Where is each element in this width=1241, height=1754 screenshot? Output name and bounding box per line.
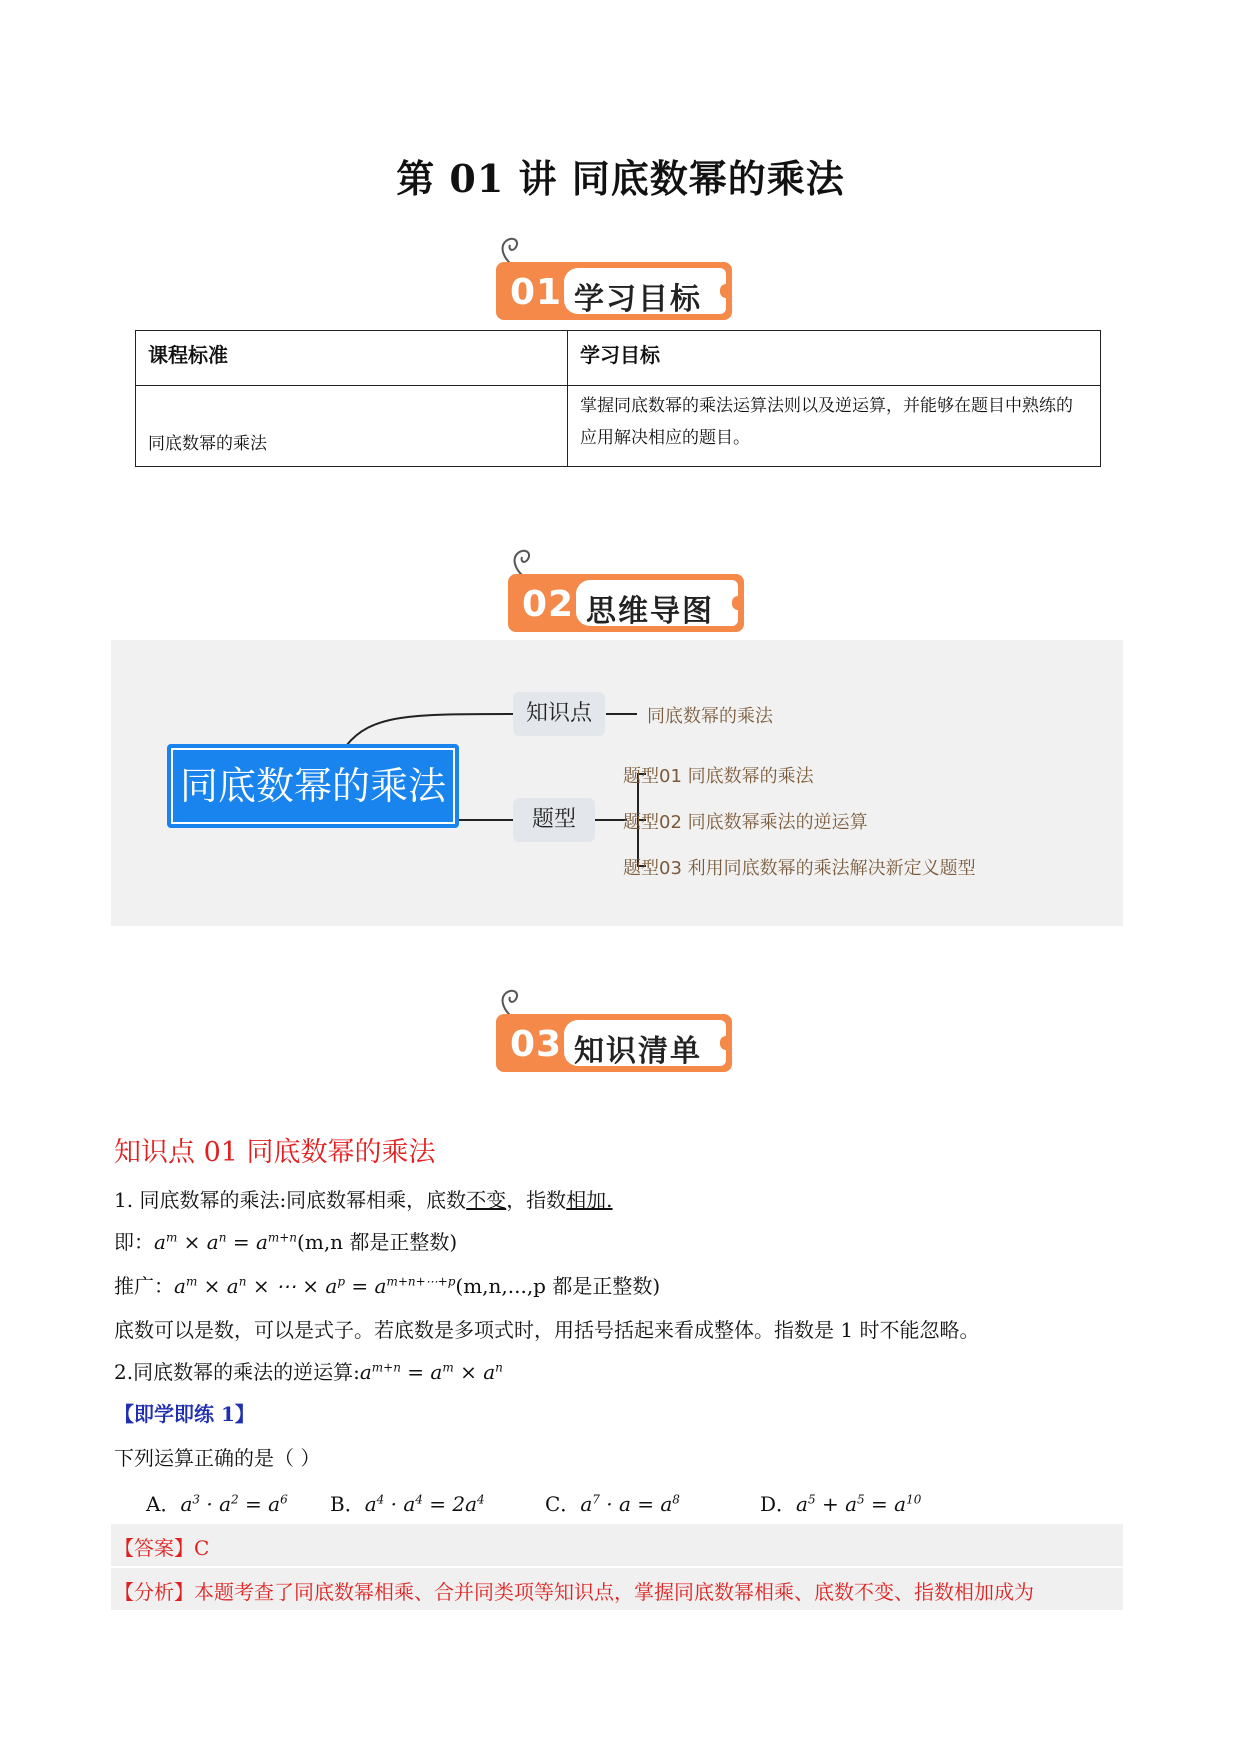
table-header: 学习目标 (568, 331, 1101, 386)
analysis-text: 【分析】本题考查了同底数幂相乘、合并同类项等知识点，掌握同底数幂相乘、底数不变、指数相加成为 (114, 1580, 1034, 1604)
page-title: 第 01 讲 同底数幂的乘法 (396, 156, 845, 201)
formula: $a^m \times a^n = a^{m+n}$ (154, 1230, 298, 1254)
section-badge-01 (496, 250, 746, 320)
table-cell: 掌握同底数幂的乘法运算法则以及逆运算，并能够在题目中熟练的应用解决相应的题目。 (568, 386, 1101, 467)
generalization-line: 推广：$a^m \times a^n$ × ⋯ × $a^p = a^{m+n+\cdots+p}(m,n,...,p$ 都是正整数) (114, 1274, 661, 1298)
section-label: 学习目标 (574, 282, 702, 317)
mind-map-node: 知识点 (513, 692, 605, 736)
mind-map-root: 同底数幂的乘法 (167, 744, 459, 828)
answer-text: 【答案】C (114, 1536, 210, 1560)
section-label: 思维导图 (586, 594, 714, 629)
mind-map-leaf: 题型03 利用同底数幂的乘法解决新定义题型 (623, 858, 976, 879)
section-number: 03 (510, 1024, 563, 1065)
mind-map-leaf: 同底数幂的乘法 (647, 706, 773, 727)
section-number: 02 (522, 584, 575, 625)
option-d: D．$a^5 + a^5 = a^{10}$ (760, 1492, 922, 1516)
mind-map-node: 题型 (513, 798, 595, 842)
section-badge-03 (496, 1002, 746, 1072)
mind-map-leaf: 题型02 同底数幂乘法的逆运算 (623, 812, 868, 833)
formula-line: 即：$a^m \times a^n = a^{m+n}(m,n$ 都是正整数) (114, 1230, 458, 1254)
formula: $a^m \times a^n$ × ⋯ × $a^p = a^{m+n+\cdots+p}$ (174, 1274, 456, 1298)
option-b: B．$a^4 \cdot a^4 = 2a^4$ (330, 1492, 485, 1516)
option-a: A．$a^3 \cdot a^2 = a^6$ (146, 1492, 288, 1516)
practice-question: 下列运算正确的是（ ） (114, 1446, 321, 1470)
section-label: 知识清单 (574, 1034, 702, 1069)
formula: $a^{m+n} = a^m \times a^n$ (359, 1360, 503, 1384)
practice-title: 【即学即练 1】 (114, 1402, 255, 1426)
table-cell: 同底数幂的乘法 (136, 386, 568, 467)
table-header: 课程标准 (136, 331, 568, 386)
option-c: C．$a^7 \cdot a = a^8$ (545, 1492, 680, 1516)
rule-line: 1. 同底数幂的乘法:同底数幂相乘，底数不变，指数相加. (114, 1188, 613, 1212)
knowledge-heading: 知识点 01 同底数幂的乘法 (114, 1137, 436, 1168)
mind-map-leaf: 题型01 同底数幂的乘法 (623, 766, 814, 787)
answer-bar (111, 1524, 1123, 1566)
section-number: 01 (510, 272, 563, 313)
section-badge-02 (508, 562, 758, 632)
mind-map (111, 640, 1123, 926)
inverse-line: 2.同底数幂的乘法的逆运算$:a^{m+n} = a^m \times a^n$ (114, 1360, 503, 1384)
goals-table (135, 330, 1101, 467)
note-line: 底数可以是数，可以是式子。若底数是多项式时，用括号括起来看成整体。指数是 1 时不能忽略。 (114, 1318, 980, 1342)
